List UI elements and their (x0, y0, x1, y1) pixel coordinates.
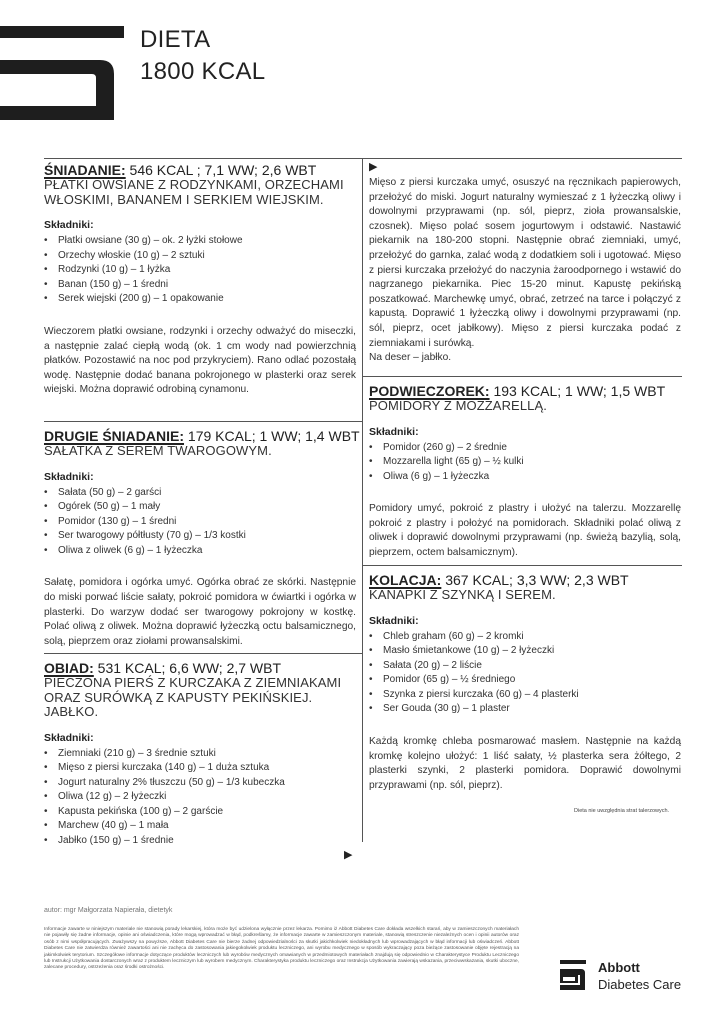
continue-arrow-icon: ▶ (344, 849, 353, 861)
section-breakfast (44, 162, 356, 398)
brand-division: Diabetes Care (598, 977, 682, 992)
list-item: • Oliwa z oliwek (6 g) – 1 łyżeczka (44, 544, 356, 559)
list-item: • Banan (150 g) – 1 średni (44, 278, 356, 293)
breakfast-ingredients-title: Składniki: (44, 219, 94, 231)
second-breakfast-label: DRUGIE ŚNIADANIE: (44, 428, 185, 444)
divider-second-breakfast (44, 421, 362, 422)
second-breakfast-subtitle: SAŁATKA Z SEREM TWAROGOWYM. (44, 443, 272, 458)
list-item: • Mięso z piersi kurczaka (140 g) – 1 duża sztuka (44, 761, 356, 776)
dinner-macros: 367 KCAL; 3,3 WW; 2,3 WBT (441, 572, 629, 588)
dinner-subtitle: KANAPKI Z SZYNKĄ I SEREM. (369, 587, 556, 602)
list-item: • Jabłko (150 g) – 1 średnie (44, 834, 356, 849)
list-item: • Pomidor (260 g) – 2 średnie (369, 441, 681, 456)
list-item: • Sałata (20 g) – 2 liście (369, 659, 681, 674)
list-item: • Marchew (40 g) – 1 mała (44, 819, 356, 834)
list-item: • Mozzarella light (65 g) – ½ kulki (369, 455, 681, 470)
list-item: • Ogórek (50 g) – 1 mały (44, 500, 356, 515)
list-item: • Ziemniaki (210 g) – 3 średnie sztuki (44, 747, 356, 762)
second-breakfast-macros: 179 KCAL; 1 WW; 1,4 WBT (184, 428, 360, 444)
list-item: • Płatki owsiane (30 g) – ok. 2 łyżki stołowe (44, 234, 356, 249)
list-item: • Oliwa (6 g) – 1 łyżeczka (369, 470, 681, 485)
lunch-label: OBIAD: (44, 660, 94, 676)
list-item: • Chleb graham (60 g) – 2 kromki (369, 630, 681, 645)
list-item: • Sałata (50 g) – 2 garści (44, 486, 356, 501)
abbott-mark-icon (560, 960, 586, 990)
brand-logo-mark (0, 26, 124, 120)
snack-subtitle: POMIDORY Z MOZZARELLĄ. (369, 398, 547, 413)
section-lunch-continued (369, 160, 681, 366)
breakfast-ingredients-list (44, 234, 356, 307)
list-item: • Rodzynki (10 g) – 1 łyżka (44, 263, 356, 278)
section-snack (369, 383, 681, 561)
lunch-dessert: Na deser – jabłko. (369, 352, 452, 364)
lunch-macros: 531 KCAL; 6,6 WW; 2,7 WBT (93, 660, 282, 676)
snack-ingredients-title: Składniki: (369, 425, 419, 438)
dinner-label: KOLACJA: (369, 572, 442, 588)
breakfast-instructions: Wieczorem płatki owsiane, rodzynki i orzechy odważyć do miseczki, a następnie zalać ciepłą wodą (ok. 1 cm wody nad powierzchnią płatków. Pozostawić na noc pod przykryciem). Rano odlać pozostałą wodę. Następnie dodać banana pokrojonego w plasterki oraz serek wiejski. Można doprawić odrobiną cynamonu. (44, 325, 356, 396)
list-item: • Orzechy włoskie (10 g) – 2 sztuki (44, 249, 356, 264)
breakfast-label: ŚNIADANIE: (44, 162, 126, 178)
page-title (140, 24, 265, 88)
brand-name: Abbott (598, 960, 640, 975)
lunch-instructions: Mięso z piersi kurczaka umyć, osuszyć na ręcznikach papierowych, przełożyć do miski. Jogurt naturalny wymieszać z 1 łyżeczką oliwy i dowolnymi przyprawami (np. sól, pieprz, zioła prowansalskie, czosnek). Mięso polać sosem jogurtowym i odstawić. Nastawić piekarnik na 180-200 stopni. Następnie obrać ziemniaki, umyć, przełożyć do garnka, zalać wodą z dodatkiem soli i ugotować. Mięso z piersi kurczaka przełożyć do naczynia żaroodpornego i wstawić do nagrzanego piekarnika. Piec 15-20 minut. Kapustę pekińską poszatkować. Marchewkę umyć, obrać, zetrzeć na tarce i połączyć z kapustą. Doprawić 1 łyżeczką oliwy i dowolnymi przyprawami (np. sól, pieprz, ocet jabłkowy). Mięso z piersi kurczaka podać z ziemniakami i surówką. (369, 177, 681, 349)
plate-loss-note: Dieta nie uwzględnia strat talerzowych. (574, 808, 670, 814)
dinner-ingredients-title: Składniki: (369, 614, 419, 627)
snack-macros: 193 KCAL; 1 WW; 1,5 WBT (489, 383, 666, 399)
dinner-instructions: Każdą kromkę chleba posmarować masłem. Następnie na każdą kromkę kolejno ułożyć: 1 liść sałaty, ½ plasterka sera żółtego, 2 plasterki szynki, 2 plasterki pomidora. Doprawić dowolnymi przyprawami (np. sól, pieprz). (369, 736, 681, 791)
second-breakfast-instructions: Sałatę, pomidora i ogórka umyć. Ogórka obrać ze skórki. Następnie do miski porwać liście sałaty, pokroić pomidora w ćwiartki i ogórka w plasterki. Do warzyw dodać ser twarogowy pokrojony w kostkę. Polać oliwą z oliwek. Można doprawić łyżeczką octu balsamicznego, solą, pieprzem oraz ziołami prowansalskimi. (44, 577, 356, 647)
section-lunch (44, 660, 356, 849)
lunch-heading (44, 660, 356, 676)
list-item: • Kapusta pekińska (100 g) – 2 garście (44, 805, 356, 820)
list-item: • Ser twarogowy półtłusty (70 g) – 1/3 kostki (44, 529, 356, 544)
author-credit: autor: mgr Małgorzata Napierała, dietetyk (44, 907, 173, 914)
list-item: • Szynka z piersi kurczaka (60 g) – 4 plasterki (369, 688, 681, 703)
breakfast-subtitle: PŁATKI OWSIANE Z RODZYNKAMI, ORZECHAMI WŁOSKIMI, BANANEM I SERKIEM WIEJSKIM. (44, 177, 344, 207)
title-line-1: DIETA (140, 26, 211, 53)
snack-instructions: Pomidory umyć, pokroić z plastry i ułożyć na talerzu. Mozzarellę pokroić z plastry i położyć na pomidorach. Składniki polać oliwą z oliwek i doprawić dowolnymi przyprawami (np. świeżą bazylią, solą, pieprzem, octem balsamicznym). (369, 503, 681, 559)
second-breakfast-heading (44, 428, 360, 444)
column-divider (362, 158, 363, 842)
section-second-breakfast (44, 428, 360, 649)
top-divider (44, 158, 682, 159)
abbott-diabetes-care-logo (560, 958, 690, 994)
list-item: • Pomidor (130 g) – 1 średni (44, 515, 356, 530)
list-item: • Pomidor (65 g) – ½ średniego (369, 673, 681, 688)
legal-disclaimer: Informacje zawarte w niniejszym materiale nie stanowią porady lekarskiej, która może być udzielona wyłącznie przez lekarza. Pomimo iż Abbott Diabetes Care dokłada wszelkich starań, aby w zamieszczonych materiałach nie pojawiły się żadne informacje, opinie ani oświadczenia, które mogą wprowadzać w błąd, podkreślamy, że informacje zawarte w zamieszczonym materiale, stanowią streszczenie niezależnych ocen i opinii autorów oraz osób z nimi współpracujących. Zważywszy na powyższe, Abbott Diabetes Care nie bierze żadnej odpowiedzialności za skutki jakichkolwiek niedokładnych lub wprowadzających w błąd informacji lub oświadczeń. Abbott Diabetes Care nie zatwierdza również zawartości ani nie zachęca do zastosowania jakiegokolwiek produktu leczniczego, ani wyrobu medycznego w sposób wykraczający poza bieżące zastosowanie objęte rejestracją na jakimkolwiek terytorium. Szczegółowe informacje dotyczące produktów leczniczych lub wyrobów medycznych omawianych w przedmiotowych materiałach znajdują się odpowiednio w Charakterystyce Produktu Leczniczego lub Instrukcji Użytkowania dostarczonych wraz z produktem leczniczym lub wyrobem medycznym. Charakterystyka produktu leczniczego oraz Instrukcja Użytkowania zawierają wskazania, przeciwwskazania, skutki uboczne, zalecane procedury, ostrzeżenia oraz środki ostrożności. (44, 927, 519, 971)
divider-dinner (362, 565, 682, 566)
section-dinner (369, 572, 681, 793)
list-item: • Jogurt naturalny 2% tłuszczu (50 g) – 1/3 kubeczka (44, 776, 356, 791)
lunch-ingredients-list (44, 747, 356, 849)
list-item: • Masło śmietankowe (10 g) – 2 łyżeczki (369, 644, 681, 659)
divider-lunch (44, 653, 362, 654)
lunch-subtitle: PIECZONA PIERŚ Z KURCZAKA Z ZIEMNIAKAMI ORAZ SURÓWKĄ Z KAPUSTY PEKIŃSKIEJ. JABŁKO. (44, 675, 342, 719)
snack-heading (369, 383, 681, 399)
lunch-ingredients-title: Składniki: (44, 731, 94, 744)
snack-label: PODWIECZOREK: (369, 383, 490, 399)
divider-snack (362, 376, 682, 377)
list-item: • Oliwa (12 g) – 2 łyżeczki (44, 790, 356, 805)
title-line-2: 1800 KCAL (140, 58, 266, 85)
dinner-ingredients-list (369, 630, 681, 718)
second-breakfast-ingredients-list (44, 486, 356, 559)
breakfast-macros: 546 KCAL ; 7,1 WW; 2,6 WBT (125, 162, 317, 178)
second-breakfast-ingredients-title: Składniki: (44, 470, 94, 483)
dinner-heading (369, 572, 681, 588)
snack-ingredients-list (369, 441, 681, 485)
list-item: • Serek wiejski (200 g) – 1 opakowanie (44, 292, 356, 307)
list-item: • Ser Gouda (30 g) – 1 plaster (369, 702, 681, 717)
breakfast-heading (44, 162, 356, 178)
continued-arrow-icon: ▶ (369, 161, 378, 173)
